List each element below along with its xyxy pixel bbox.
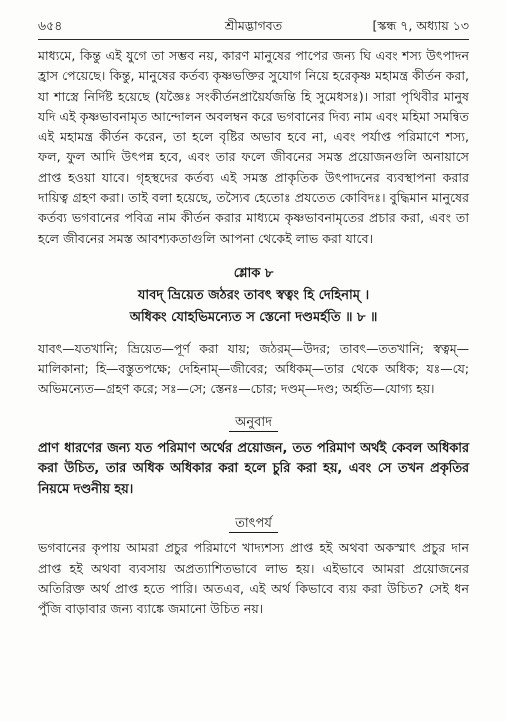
page-header xyxy=(38,18,469,36)
verse-title: শ্লোক ৮ xyxy=(233,265,274,281)
purport-text: ভগবানের কৃপায় আমরা প্রচুর পরিমাণে খাদ্যশস্য প্রাপ্ত হই অথবা অকস্মাৎ প্রচুর দান প্রাপ্ত হই অথবা ব্যবসায় অপ্রত্যাশিতভাবে লাভ হয়। এইভাবে আমরা প্রয়োজনের অতিরিক্ত অর্থ প্রাপ্ত হতে পারি। অতএব, এই অর্থ কিভাবে ব্যয় করা উচিত? সেই ধন পুঁজি বাড়াবার জন্য ব্যাঙ্কে জমানো উচিত নয়। xyxy=(38,540,469,617)
translation-heading: অনুবাদ xyxy=(38,413,469,433)
word-synonyms: যাবৎ—যতখানি; ভ্রিয়েত—পূর্ণ করা যায়; জঠরম্—উদর; তাবৎ—ততখানি; স্বত্বম্—মালিকানা; হি—বস্তুতপক্ষে; দেহিনাম্—জীবের; অধিকম্—তার থেকে অধিক; যঃ—যে; অভিমন্যেত—গ্রহণ করে; সঃ—সে; স্তেনঃ—চোর; দণ্ডম্—দণ্ড; অর্হতি—যোগ্য হয়। xyxy=(38,340,469,396)
page-body xyxy=(38,46,469,620)
previous-purport-paragraph: মাধ্যমে, কিন্তু এই যুগে তা সম্ভব নয়, কারণ মানুষের পাপের জন্য ঘি এবং শস্য উৎপাদন হ্রাস পেয়েছে। কিন্তু, মানুষের কর্তব্য কৃষ্ণভক্তির সুযোগ নিয়ে হরেকৃষ্ণ মহামন্ত্র কীর্তন করা, যা শাস্ত্রে নির্দিষ্ট হয়েছে (যজ্ঞৈঃ সংকীর্তনপ্রায়ৈর্যজন্তি হি সুমেধসঃ)। সারা পৃথিবীর মানুষ যদি এই কৃষ্ণভাবনামৃত আন্দোলন অবলম্বন করে ভগবানের দিব্য নাম এবং মহিমা সমন্বিত এই মহামন্ত্র কীর্তন করেন, তা হলে বৃষ্টির অভাব হবে না, এবং পর্যাপ্ত পরিমাণে শস্য, ফল, ফুল আদি উৎপন্ন হবে, এবং তার ফলে জীবনের সমস্ত প্রয়োজনগুলি অনায়াসে প্রাপ্ত হওয়া যাবে। গৃহস্থদের কর্তব্য এই সমস্ত প্রাকৃতিক উৎপাদনের ব্যবস্থাপনা করার দায়িত্ব গ্রহণ করা। তাই বলা হয়েছে, তস্যৈব হেতোঃ প্রযতেত কোবিদঃ। বুদ্ধিমান মানুষের কর্তব্য ভগবানের পবিত্র নাম কীর্তন করার মাধ্যমে কৃষ্ণভাবনামৃতের প্রচার করা, এবং তা হলে জীবনের সমস্ত আবশ্যকতাগুলি আপনা থেকেই লাভ করা যাবে। xyxy=(38,48,469,246)
section-reference: [স্কন্ধ ৭, অধ্যায় ১৩ xyxy=(372,18,469,33)
verse-line-2: অধিকং যোহভিমন্যেত স স্তেনো দণ্ডমর্হতি ॥ ৮ ॥ xyxy=(129,309,378,325)
page-number: ৬৫৪ xyxy=(38,18,63,33)
header-rule xyxy=(38,39,469,40)
translation-text: প্রাণ ধারণের জন্য যত পরিমাণ অর্থের প্রয়োজন, তত পরিমাণ অর্থই কেবল অধিকার করা উচিত, তার অধিক অধিকার করা হলে চুরি করা হয়, এবং সে তখন প্রকৃতির নিয়মে দণ্ডনীয় হয়। xyxy=(38,440,469,497)
book-title: শ্রীমদ্ভাগবত xyxy=(224,18,283,33)
purport-heading: তাৎপর্য xyxy=(38,514,469,534)
verse-line-1: যাবদ্ ভ্রিয়েত জঠরং তাবৎ স্বত্বং হি দেহিনাম্ । xyxy=(137,287,370,303)
